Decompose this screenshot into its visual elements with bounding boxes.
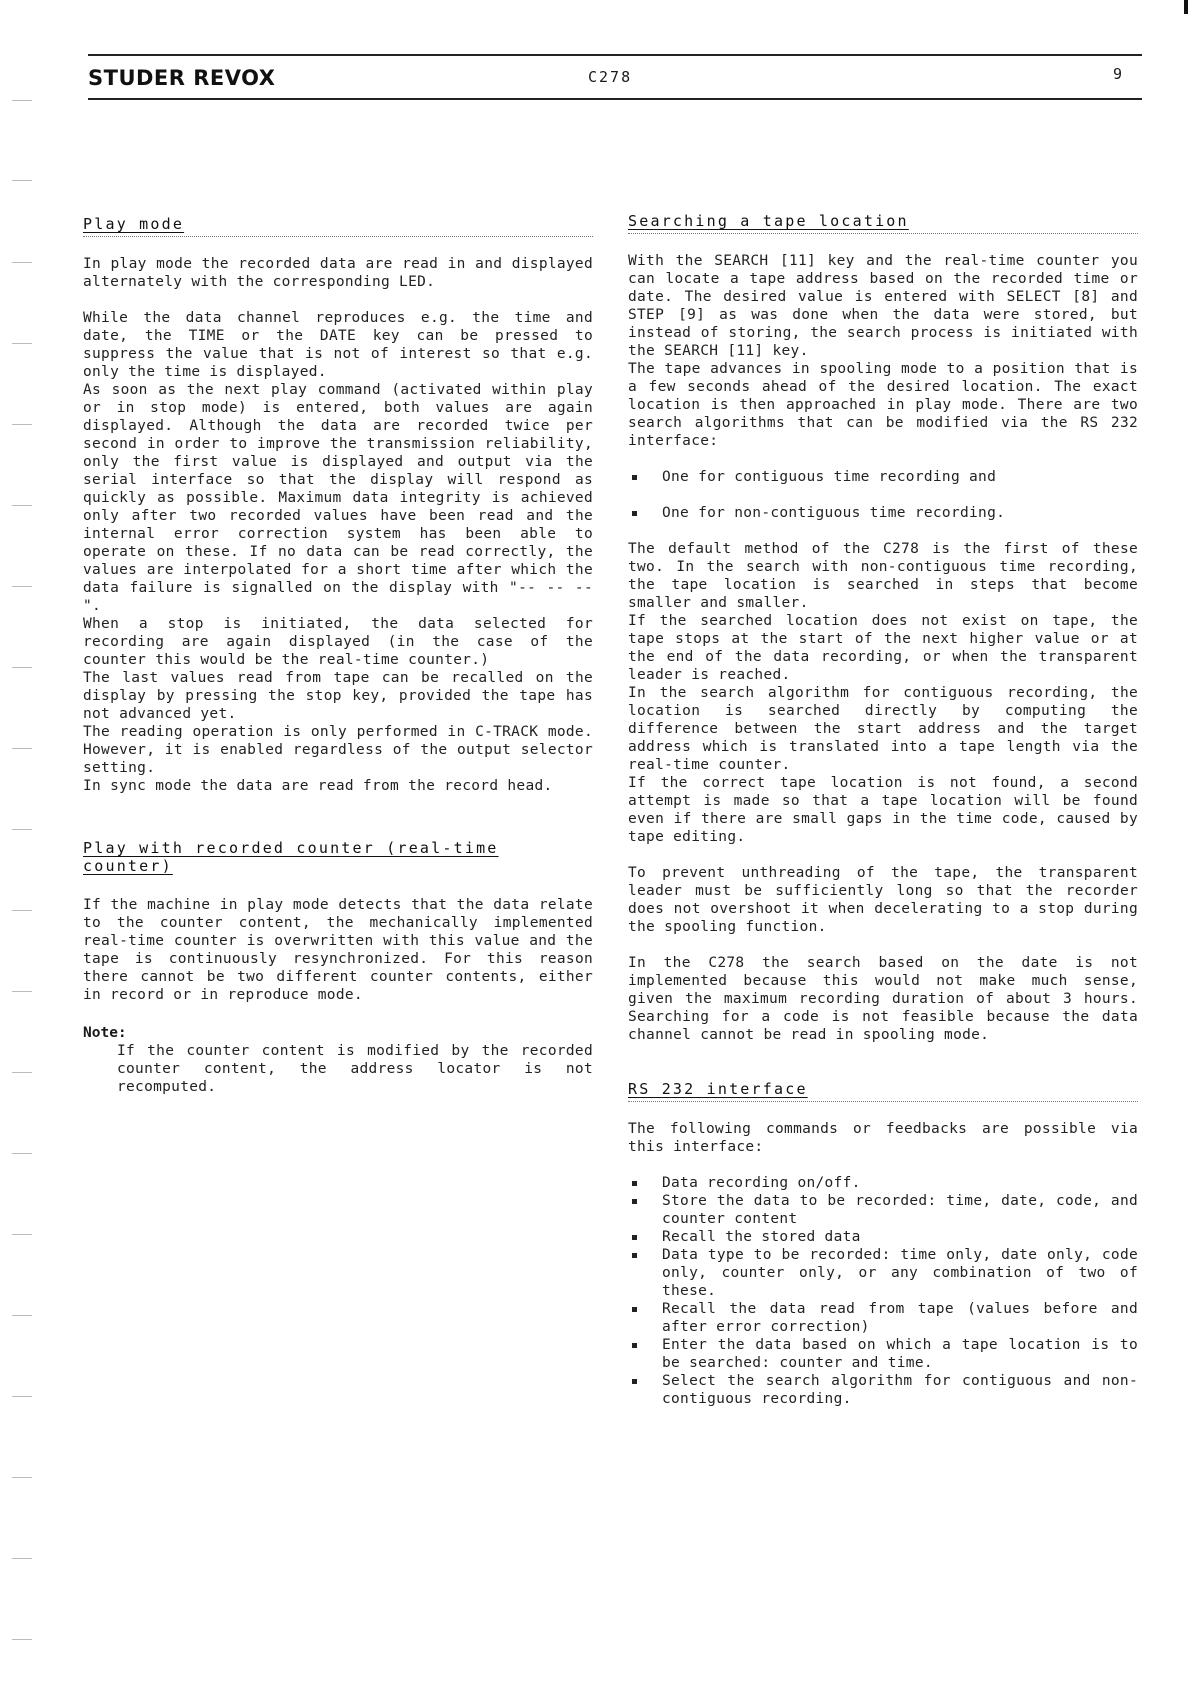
play-mode-intro: In play mode the recorded data are read in and displayed alternately with the corresponding LED. (83, 256, 593, 290)
margin-tick (12, 424, 32, 425)
list-item: One for contiguous time recording and (628, 468, 1138, 486)
brand-logo: STUDER REVOX (88, 66, 276, 90)
searching-details: The default method of the C278 is the first of these two. In the search with non-contiguous time recording, the tape location is searched in steps that become smaller and smaller. If the searched location does not exist on tape, the tape stops at the start of the next higher value or at the end of the data recording, or when the transparent leader is reached. In the search algorithm for contiguous recording, the location is searched directly by computing the difference between the start address and the target address which is translated into a tape length via the real-time counter. If the correct tape location is not found, a second attempt is made so that a tape location will be found even if there are small gaps in the time code, caused by tape editing. (628, 541, 1138, 845)
list-item: Store the data to be recorded: time, date, code, and counter content (628, 1192, 1138, 1228)
list-item: Enter the data based on which a tape location is to be searched: counter and time. (628, 1336, 1138, 1372)
play-counter-body: If the machine in play mode detects that the data relate to the counter content, the mechanically implemented real-time counter is overwritten with this value and the tape is continuously resynchronized. For this reason there cannot be two different counter contents, either in record or in reproduce mode. (83, 897, 593, 1003)
margin-tick (12, 100, 32, 101)
margin-tick (12, 1639, 32, 1640)
left-column (83, 215, 593, 1096)
margin-tick (12, 505, 32, 506)
corner-mark (1184, 0, 1188, 14)
leader-paragraph: To prevent unthreading of the tape, the transparent leader must be sufficiently long so that the recorder does not overshoot it when decelerating to a stop during the spooling function. (628, 865, 1138, 935)
margin-tick (12, 1558, 32, 1559)
header-bottom-rule (88, 98, 1142, 100)
margin-tick (12, 586, 32, 587)
list-item: Select the search algorithm for contiguous and non-contiguous recording. (628, 1372, 1138, 1408)
list-item: Data recording on/off. (628, 1174, 1138, 1192)
margin-tick (12, 748, 32, 749)
right-column (628, 212, 1138, 1408)
algorithm-list (628, 468, 1138, 522)
margin-tick (12, 991, 32, 992)
play-mode-body: While the data channel reproduces e.g. the time and date, the TIME or the DATE key can be pressed to suppress the value that is not of interest so that e.g. only the time is displayed. As soon as the next play command (activated within play or in stop mode) is entered, both values are again displayed. Although the data are recorded twice per second in order to improve the transmission reliability, only the first value is displayed and output via the serial interface so that the display will respond as quickly as possible. Maximum data integrity is achieved only after two recorded values have been read and the internal error correction system has been able to operate on these. If no data can be read correctly, the values are interpolated for a short time after which the data failure is signalled on the display with "-- -- --". When a stop is initiated, the data selected for recording are again displayed (in the case of the counter this would be the real-time counter.) The last values read from tape can be recalled on the display by pressing the stop key, provided the tape has not advanced yet. The reading operation is only performed in C-TRACK mode. However, it is enabled regardless of the output selector setting. In sync mode the data are read from the record head. (83, 310, 593, 794)
searching-heading: Searching a tape location (628, 212, 1138, 234)
page-number: 9 (1113, 65, 1123, 83)
rs232-intro: The following commands or feedbacks are possible via this interface: (628, 1121, 1138, 1155)
margin-tick (12, 262, 32, 263)
rs232-list (628, 1174, 1138, 1408)
note-label: Note: (83, 1025, 127, 1041)
model-number: C278 (588, 68, 633, 86)
margin-tick (12, 180, 32, 181)
rs232-heading: RS 232 interface (628, 1080, 1138, 1102)
margin-tick (12, 910, 32, 911)
margin-tick (12, 1477, 32, 1478)
margin-tick (12, 1153, 32, 1154)
margin-tick (12, 1396, 32, 1397)
searching-intro: With the SEARCH [11] key and the real-time counter you can locate a tape address based on the recorded time or date. The desired value is entered with SELECT [8] and STEP [9] as was done when the data were stored, but instead of storing, the search process is initiated with the SEARCH [11] key. The tape advances in spooling mode to a position that is a few seconds ahead of the desired location. The exact location is then approached in play mode. There are two search algorithms that can be modified via the RS 232 interface: (628, 253, 1138, 449)
margin-tick (12, 1234, 32, 1235)
margin-tick (12, 1315, 32, 1316)
list-item: Data type to be recorded: time only, date only, code only, counter only, or any combination of two of these. (628, 1246, 1138, 1300)
header-top-rule (88, 54, 1142, 56)
play-mode-heading: Play mode (83, 215, 593, 237)
play-counter-heading: Play with recorded counter (real-time counter) (83, 839, 499, 875)
date-search-paragraph: In the C278 the search based on the date is not implemented because this would not make much sense, given the maximum recording duration of about 3 hours. Searching for a code is not feasible because the data channel cannot be read in spooling mode. (628, 955, 1138, 1043)
list-item: One for non-contiguous time recording. (628, 504, 1138, 522)
margin-tick (12, 829, 32, 830)
note-text: If the counter content is modified by the recorded counter content, the address locator is not recomputed. (117, 1043, 593, 1095)
margin-tick (12, 1072, 32, 1073)
margin-tick (12, 343, 32, 344)
margin-tick (12, 667, 32, 668)
list-item: Recall the stored data (628, 1228, 1138, 1246)
list-item: Recall the data read from tape (values before and after error correction) (628, 1300, 1138, 1336)
